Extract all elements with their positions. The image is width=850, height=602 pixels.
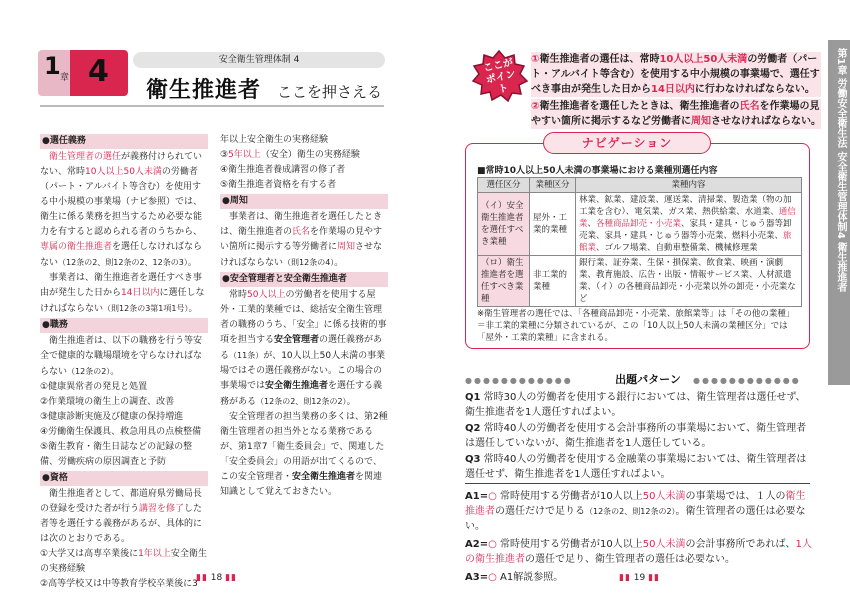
answer-divider (465, 483, 810, 484)
heading-qualification: ●資格 (40, 471, 208, 486)
question: Q3 常時40人の労働者を使用する金融業の事業場においては、衛生管理者は選任せず、衛生推進者を1人選任すればよい。 (465, 454, 807, 480)
paragraph: 事業者は、衛生推進者を選任すべき事由が発生した日から14日以内に選任しなければならない（則12条の3第1項1号）。 (40, 273, 205, 314)
page-number-left: ▮▮ 18 ▮▮ (196, 573, 238, 583)
list-item: ⑤衛生推進者資格を有する者 (220, 180, 337, 190)
table-cell: 屋外・工業的業種 (530, 193, 576, 256)
paragraph: 衛生管理者の選任が義務付けられていない、常時10人以上50人未満の労働者（パート・アルバイト等含む）を使用する中小規模の事業場（ナビ参照）では、衛生に係る業務を担当するため必要な能力を有すると認められる者のうちから、専属の衛生推進者を選任しなければならない（12条の2、則12条の2、12条の3）。 (40, 152, 203, 268)
right-page (425, 0, 850, 602)
list-item: ③5年以上（安全）衛生の実務経験 (220, 150, 360, 160)
table-header-row (478, 178, 802, 193)
section-subtitle: 安全衛生管理体制 4 (133, 52, 385, 68)
table-header: 選任区分 (478, 178, 530, 193)
page-number-right: ▮▮ 19 ▮▮ (619, 573, 661, 583)
table-cell: （イ）安全衛生推進者を選任すべき業種 (478, 193, 530, 256)
list-item: ③健康診断実施及び健康の保持増進 (40, 412, 184, 422)
table-note: ※衛生管理者の選任では、「各種商品卸売・小売業、旅館業等」は「その他の業種」＝非工業的業種に分類されているが、この「10人以上50人未満の業種区分」では「屋外・工業的業種」に含まれる。 (477, 309, 795, 343)
list-item: ④衛生推進者養成講習の修了者 (220, 165, 346, 175)
dotted-divider: ●●●●●●●●●●●● (465, 376, 573, 385)
list-item: ①大学又は高専卒業後に1年以上安全衛生の実務経験 (40, 549, 207, 574)
paragraph: 事業者は、衛生推進者を選任したときは、衛生推進者の氏名を作業場の見やすい箇所に掲示する等労働者に周知させなければならない（則12条の4）。 (220, 212, 383, 268)
table-title: ■常時10人以上50人未満の事業場における業種別選任内容 (477, 166, 718, 176)
question-pattern-header (465, 371, 810, 385)
list-item: ②高等学校又は中等教育学校卒業後に3 (40, 579, 198, 589)
paragraph: 安全管理者の担当業務の多くは、第2種衛生管理者の担当外となる業務であるが、第1章7「衛生委員会」で、関連した「安全委員会」の用語が出てくるので、この安全管理者・安全衛生推進者を関連知識として覚えておきたい。 (220, 412, 388, 497)
paragraph: 衛生推進者として、都道府県労働局長の登録を受けた者が行う講習を修了した者等を選任する義務があるが、具体的には次のとおりである。 (40, 489, 203, 544)
point-badge-label: ここがポイント (482, 57, 517, 96)
key-point: ①衛生推進者の選任は、常時10人以上50人未満の労働者（パート・アルバイト等含む）を使用する中小規模の事業場で、選任すべき事由が発生した日から14日以内に行わなければならない。 (531, 54, 820, 95)
navigation-title-pill (543, 132, 711, 154)
paragraph: 衛生推進者は、以下の職務を行う等安全で健康的な職場環境を守らなければならない（12条の2）。 (40, 336, 203, 377)
table-cell: （ロ）衛生推進者を選任すべき業種 (478, 256, 530, 307)
list-item: ⑤衛生教育・衛生日誌などの記録の整備、労働疾病の原因調査と予防 (40, 442, 193, 467)
heading-safety-manager: ●安全管理者と安全衛生推進者 (220, 272, 388, 287)
heading-notice: ●周知 (220, 194, 388, 209)
chapter-label: 章 (60, 73, 70, 83)
right-column (220, 133, 388, 500)
section-number: 4 (88, 54, 109, 89)
list-item: ④労働衛生保護具、救急用具の点検整備 (40, 427, 202, 437)
side-tab-label: 第1章 労働安全衛生法 安全衛生管理体制4 衛生推進者 (835, 48, 846, 293)
header-divider (40, 105, 384, 107)
question: Q2 常時40人の労働者を使用する会計事務所の事業場において、衛生管理者は選任していないが、衛生推進者を1人選任している。 (465, 423, 807, 449)
list-item: ①健康異常者の発見と処置 (40, 382, 148, 392)
page-title-sub: ここを押さえる (277, 83, 383, 101)
answer: A3=○ A1解説参照。 (465, 572, 564, 583)
navigation-title: ナビゲーション (543, 132, 711, 154)
question-pattern-title: 出題パターン (608, 371, 688, 387)
list-item: 年以上安全衛生の実務経験 (220, 135, 329, 145)
heading-selection-duty: ●選任義務 (40, 134, 208, 149)
table-header: 業種区分 (530, 178, 576, 193)
list-item: ②作業環境の衛生上の調査、改善 (40, 397, 175, 407)
answer: A2=○ 常時使用する労働者が10人以上50人未満の会計事務所であれば、1人の衛生推進者の選任で足り、衛生管理者の選任は必要ない。 (465, 539, 812, 565)
key-points (531, 52, 821, 131)
table-row (478, 193, 802, 256)
question: Q1 常時30人の労働者を使用する銀行においては、衛生管理者は選任せず、衛生推進者を1人選任すればよい。 (465, 392, 806, 418)
chapter-number: 1 (44, 52, 61, 80)
table-cell: 林業、鉱業、建設業、運送業、清掃業、製造業（物の加工業を含む）、電気業、ガス業、熱供給業、水道業、通信業、各種商品卸売・小売業、家具・建具・じゅう器等卸売業、家具・建具・じゅう器等小売業、燃料小売業、旅館業、ゴルフ場業、自動車整備業、機械修理業 (576, 193, 802, 256)
industry-table (477, 177, 802, 307)
table-row (478, 256, 802, 307)
left-column (40, 133, 208, 592)
page-title: 衛生推進者 (146, 78, 262, 103)
answer: A1=○ 常時使用する労働者が10人以上50人未満の事業場では、１人の衛生推進者の選任だけで足りる（12条の2、則12条の2）。衛生管理者の選任は必要ない。 (465, 491, 806, 532)
heading-duties: ●職務 (40, 318, 208, 333)
question-list (465, 390, 815, 483)
paragraph: 常時50人以上の労働者を使用する屋外・工業的業種では、総括安全衛生管理者の職務のうち、「安全」に係る技術的事項を担当する安全管理者の選任義務がある（11条）が、10人以上50人未満の事業場ではその選任義務がない。この場合の事業場では安全衛生推進者を選任する義務がある（12条の2、則12条の2）。 (220, 290, 387, 407)
table-cell: 銀行業、証券業、生保・損保業、飲食業、映画・演劇業、教育施設、広告・出版・情報サービス業、人材派遣業、（イ）の各種商品卸売・小売業以外の卸売・小売業など (576, 256, 802, 307)
chapter-side-tab (828, 40, 850, 385)
dotted-divider: ●●●●●●●●●●●● (693, 376, 801, 385)
table-header: 業種内容 (576, 178, 802, 193)
table-cell: 非工業的業種 (530, 256, 576, 307)
key-point: ②衛生推進者を選任したときは、衛生推進者の氏名を作業場の見やすい箇所に掲示するなど労働者に周知させなければならない。 (531, 101, 821, 127)
